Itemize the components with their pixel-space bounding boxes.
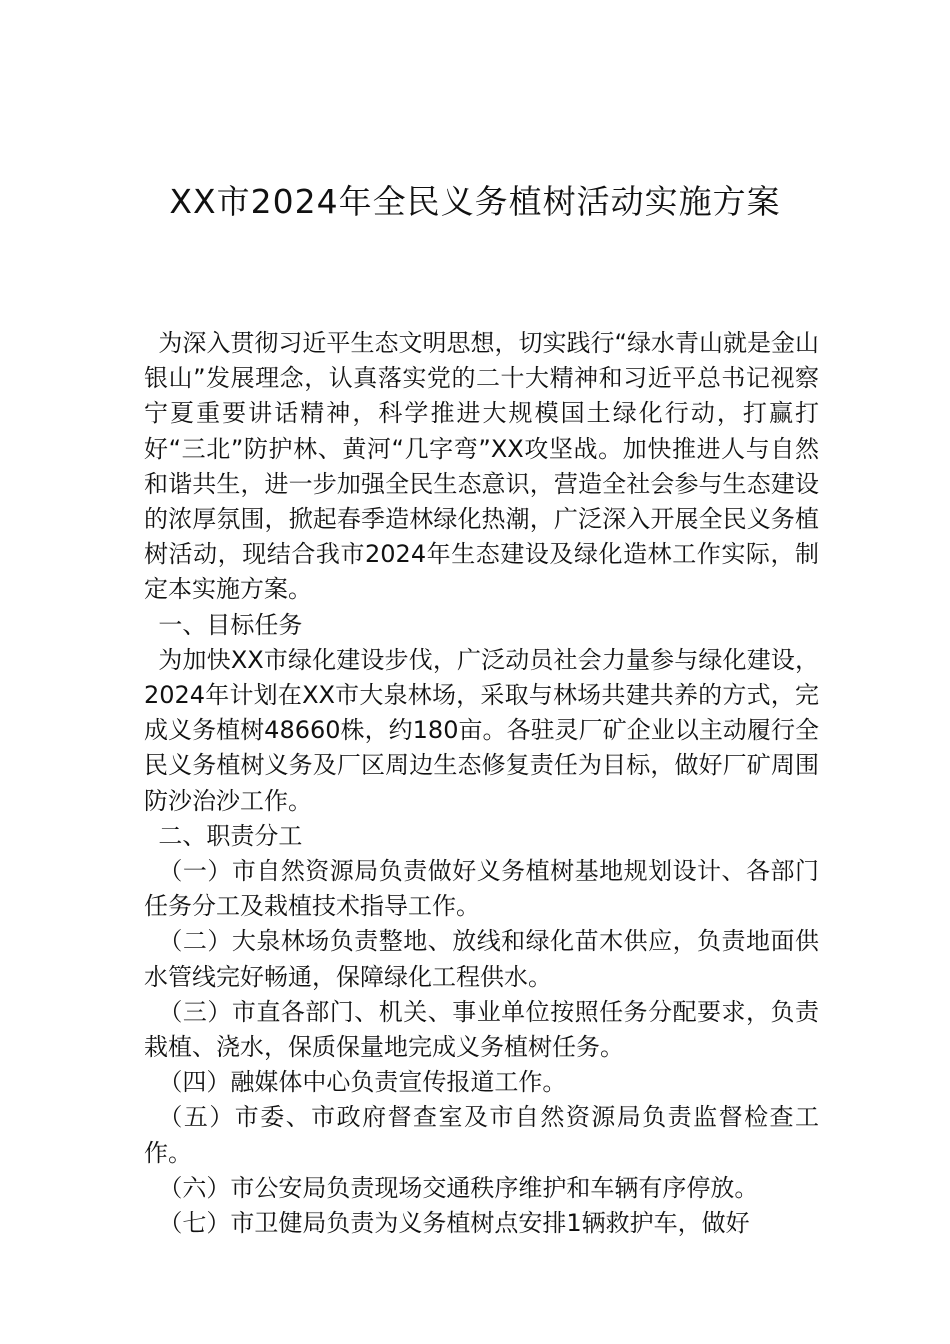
duty-item-1: （一）市自然资源局负责做好义务植树基地规划设计、各部门任务分工及栽植技术指导工作。 [144, 857, 819, 921]
section-heading-goals: 一、目标任务 [158, 610, 303, 639]
paragraph-goals: 为加快XX市绿化建设步伐，广泛动员社会力量参与绿化建设，2024年计划在XX市大泉林场，采取与林场共建共养的方式，完成义务植树48660株，约180亩。各驻灵厂矿企业以主动履行全民义务植树义务及厂区周边生态修复责任为目标，做好厂矿周围防沙治沙工作。 [144, 645, 819, 815]
section-heading-duties: 二、职责分工 [158, 821, 303, 850]
document-body [144, 326, 819, 1241]
duty-item-7: （七）市卫健局负责为义务植树点安排1辆救护车，做好 [158, 1209, 750, 1238]
document-title: XX市2024年全民义务植树活动实施方案 [169, 182, 781, 221]
duty-item-5: （五）市委、市政府督查室及市自然资源局负责监督检查工作。 [144, 1103, 819, 1167]
duty-item-4: （四）融媒体中心负责宣传报道工作。 [158, 1068, 567, 1097]
duty-item-2: （二）大泉林场负责整地、放线和绿化苗木供应，负责地面供水管线完好畅通，保障绿化工程供水。 [144, 927, 819, 991]
paragraph-intro: 为深入贯彻习近平生态文明思想，切实践行“绿水青山就是金山银山”发展理念，认真落实党的二十大精神和习近平总书记视察宁夏重要讲话精神，科学推进大规模国土绿化行动，打赢打好“三北”防护林、黄河“几字弯”XX攻坚战。加快推进人与自然和谐共生，进一步加强全民生态意识，营造全社会参与生态建设的浓厚氛围，掀起春季造林绿化热潮，广泛深入开展全民义务植树活动，现结合我市2024年生态建设及绿化造林工作实际，制定本实施方案。 [144, 329, 819, 604]
duty-item-6: （六）市公安局负责现场交通秩序维护和车辆有序停放。 [158, 1173, 759, 1202]
duty-item-3: （三）市直各部门、机关、事业单位按照任务分配要求，负责栽植、浇水，保质保量地完成义务植树任务。 [144, 997, 819, 1062]
